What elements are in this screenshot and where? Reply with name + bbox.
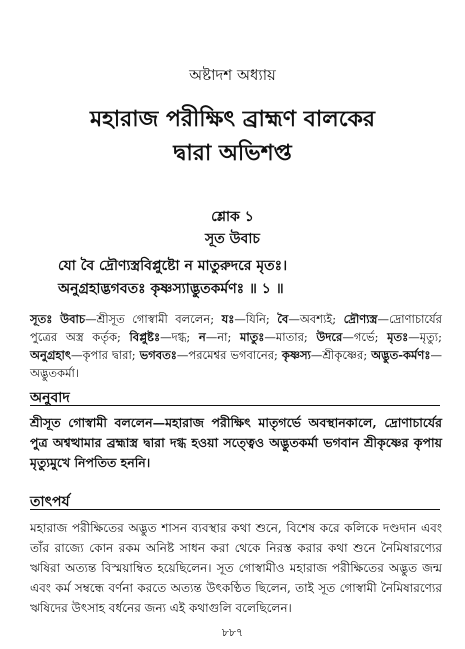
translation-text: শ্রীসূত গোস্বামী বললেন—মহারাজ পরীক্ষিৎ মাতৃগর্ভে অবস্থানকালে, দ্রোণাচার্যের পুত্র অশ্বত্থামার ব্রহ্মাস্ত্র দ্বারা দগ্ধ হওয়া সত্ত্বেও অদ্ভুতকর্মা ভগবান শ্রীকৃষ্ণের কৃপায় মৃত্যুমুখে নিপতিত হননি। <box>30 415 442 470</box>
word-term: বিপ্লুষ্টঃ <box>129 330 161 344</box>
word-meanings <box>30 310 442 382</box>
verse-line-1: যো বৈ দ্রৌণ্যস্ত্রবিপ্লুষ্টো ন মাতুরুদরে মৃতঃ। <box>58 258 288 274</box>
word-term: সূতঃ উবাচ <box>30 312 86 326</box>
word-term: দ্রৌণ্যস্ত্র <box>343 312 378 326</box>
translation-rule <box>30 405 440 406</box>
purport-rule <box>30 509 440 510</box>
word-meaning: —মৃত্যু; <box>408 330 442 344</box>
chapter-title-line2: দ্বারা অভিশপ্ত <box>173 140 292 166</box>
word-meaning: —দগ্ধ; <box>160 330 199 344</box>
verse-header <box>0 206 465 250</box>
word-meaning: —না; <box>205 330 240 344</box>
word-meaning: —দ্রোণাচার্যের পুত্রের অস্ত্র কর্তৃক; <box>30 312 442 344</box>
word-meaning: —শ্রীকৃষ্ণের; <box>310 348 372 362</box>
verse-line-2: অনুগ্রহাদ্ভগবতঃ কৃষ্ণস্যাদ্ভুতকর্মণঃ ॥ ১ ॥ <box>58 281 284 297</box>
word-meaning: —পরমেশ্বর ভগবানের; <box>176 348 282 362</box>
word-term: যঃ <box>221 312 235 326</box>
word-term: কৃষ্ণস্য <box>281 348 311 362</box>
chapter-title-line1: মহারাজ পরীক্ষিৎ ব্রাহ্মণ বালকের <box>89 106 376 132</box>
chapter-heading: অষ্টাদশ অধ্যায় <box>189 66 276 84</box>
translation-heading: অনুবাদ <box>30 390 70 406</box>
word-meaning: —শ্রীসূত গোস্বামী বললেন; <box>85 312 222 326</box>
word-meaning: —মাতার; <box>264 330 317 344</box>
page-number: ৮৮৭ <box>221 626 244 639</box>
word-term: বৈ <box>277 312 289 326</box>
purport-heading: তাৎপর্য <box>30 494 70 510</box>
verse-speaker: সূত উবাচ <box>205 231 260 247</box>
word-term: উদরে <box>316 330 343 344</box>
word-meaning: —অদ্ভুতকর্মা। <box>30 348 443 380</box>
word-meaning: —গর্ভে; <box>342 330 388 344</box>
word-term: ন <box>198 330 206 344</box>
word-term: অনুগ্রহাৎ <box>30 348 71 362</box>
word-meaning: —কৃপার দ্বারা; <box>70 348 140 362</box>
word-meaning: —যিনি; <box>234 312 278 326</box>
purport-text: মহারাজ পরীক্ষিতের অদ্ভুত শাসন ব্যবস্থার কথা শুনে, বিশেষ করে কলিকে দণ্ডদান এবং তাঁর রাজ্যে কোন রকম অনিষ্ট সাধন করা থেকে নিরস্ত করার কথা শুনে নৈমিষারণ্যের ঋষিরা অত্যন্ত বিস্ময়াম্বিত হয়েছিলেন। সূত গোস্বামীও মহারাজ পরীক্ষিতের অদ্ভুত জন্ম এবং কর্ম সম্বন্ধে বর্ণনা করতে অত্যন্ত উৎকণ্ঠিত ছিলেন, তাই সূত গোস্বামী নৈমিষারণ্যের ঋষিদের উৎসাহ বর্ধনের জন্য এই কথাগুলি বলেছিলেন। <box>30 521 442 615</box>
word-term: মাতুঃ <box>239 330 265 344</box>
word-meaning: —অবশ্যই; <box>288 312 344 326</box>
verse-label: শ্লোক ১ <box>211 209 254 225</box>
word-term: ভগবতঃ <box>139 348 177 362</box>
word-term: মৃতঃ <box>387 330 409 344</box>
word-term: অদ্ভুত-কর্মণঃ <box>371 348 431 362</box>
